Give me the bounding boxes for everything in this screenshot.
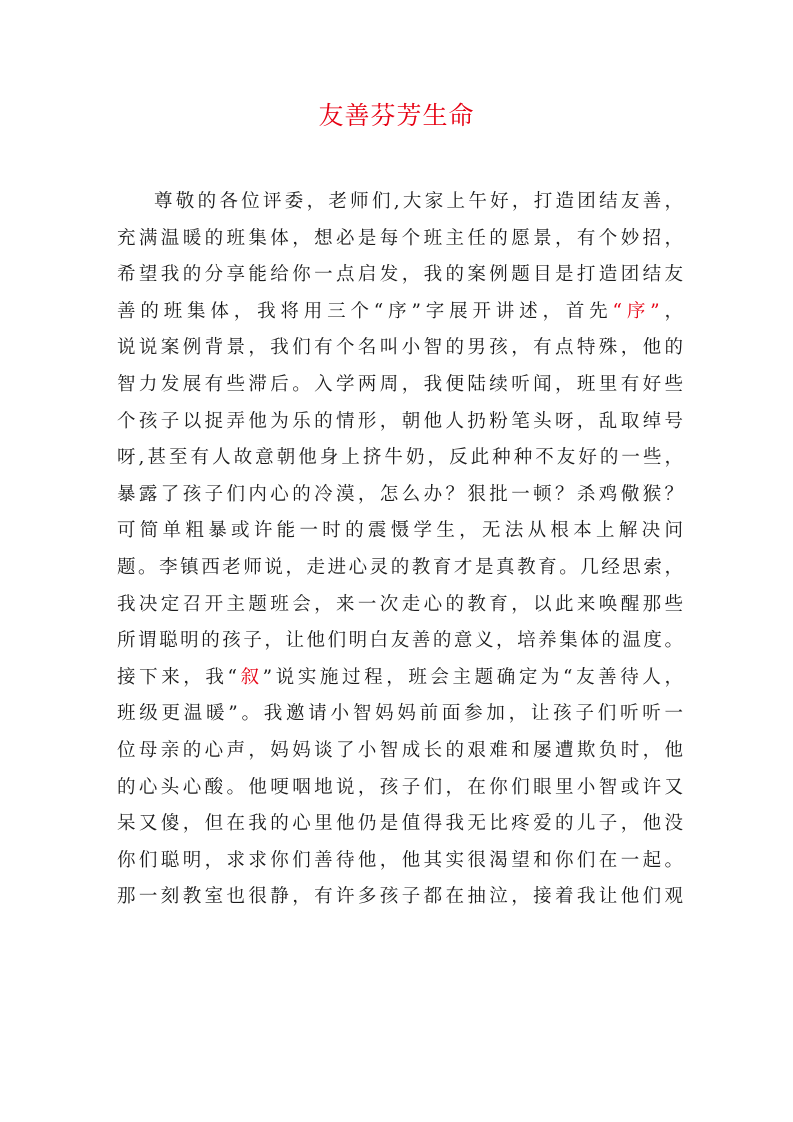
text-run: 希望我的分享能给你一点启发，我的案例题目是打造团结友 bbox=[117, 264, 683, 286]
text-run: 呆又傻，但在我的心里他仍是值得我无比疼爱的儿子，他没 bbox=[117, 813, 683, 835]
paragraph-line bbox=[117, 330, 683, 367]
document-title: 友善芬芳生命 bbox=[318, 101, 475, 130]
text-run: 善的班集体，我将用三个“序”字展开讲述，首先 bbox=[117, 300, 613, 322]
paragraph-line bbox=[117, 660, 683, 697]
highlighted-text: 叙 bbox=[236, 666, 263, 688]
text-run: 那一刻教室也很静，有许多孩子都在抽泣，接着我让他们观 bbox=[117, 886, 683, 908]
paragraph-line bbox=[117, 221, 683, 258]
paragraph-line bbox=[117, 843, 683, 880]
text-run: ， bbox=[659, 300, 683, 322]
text-run: 说说案例背景，我们有个名叫小智的男孩，有点特殊，他的 bbox=[117, 337, 683, 359]
text-run: 呀,甚至有人故意朝他身上挤牛奶，反此种种不友好的一些， bbox=[117, 447, 683, 469]
text-run: 智力发展有些滞后。入学两周，我便陆续听闻，班里有好些 bbox=[117, 373, 683, 395]
text-run: 充满温暖的班集体，想必是每个班主任的愿景，有个妙招， bbox=[117, 227, 683, 249]
document-body bbox=[117, 184, 683, 916]
text-run: 个孩子以捉弄他为乐的情形，朝他人扔粉笔头呀，乱取绰号 bbox=[117, 410, 683, 432]
text-run: 暴露了孩子们内心的冷漠，怎么办？狠批一顿？杀鸡儆猴？ bbox=[117, 483, 683, 505]
paragraph-line bbox=[117, 257, 683, 294]
paragraph-line bbox=[117, 623, 683, 660]
text-run: 我决定召开主题班会，来一次走心的教育，以此来唤醒那些 bbox=[117, 593, 683, 615]
text-run: 的心头心酸。他哽咽地说，孩子们，在你们眼里小智或许又 bbox=[117, 776, 683, 798]
paragraph-line bbox=[117, 770, 683, 807]
text-run: 位母亲的心声，妈妈谈了小智成长的艰难和屡遭欺负时，他 bbox=[117, 739, 683, 761]
paragraph-line bbox=[117, 879, 683, 916]
paragraph-line bbox=[117, 587, 683, 624]
text-run: 班级更温暖”。我邀请小智妈妈前面参加，让孩子们听听一 bbox=[117, 703, 683, 725]
text-run: 接下来，我“ bbox=[117, 666, 237, 688]
paragraph-line bbox=[117, 184, 683, 221]
paragraph-line bbox=[117, 513, 683, 550]
text-run: 题。李镇西老师说，走进心灵的教育才是真教育。几经思索， bbox=[117, 556, 683, 578]
paragraph-line bbox=[117, 404, 683, 441]
text-run: 尊敬的各位评委，老师们,大家上午好，打造团结友善， bbox=[154, 191, 683, 212]
text-run: 可简单粗暴或许能一时的震慑学生，无法从根本上解决问 bbox=[117, 520, 683, 542]
paragraph-line bbox=[117, 550, 683, 587]
text-run: 你们聪明，求求你们善待他，他其实很渴望和你们在一起。 bbox=[117, 849, 683, 871]
paragraph-line bbox=[117, 440, 683, 477]
highlighted-text: “序” bbox=[612, 300, 660, 322]
text-run: 所谓聪明的孩子，让他们明白友善的意义，培养集体的温度。 bbox=[117, 630, 683, 652]
paragraph-line bbox=[117, 733, 683, 770]
paragraph-line bbox=[117, 806, 683, 843]
text-run: ”说实施过程，班会主题确定为“友善待人， bbox=[262, 666, 683, 688]
paragraph-line bbox=[117, 367, 683, 404]
paragraph-line bbox=[117, 477, 683, 514]
paragraph-line bbox=[117, 696, 683, 733]
paragraph-line bbox=[117, 294, 683, 331]
